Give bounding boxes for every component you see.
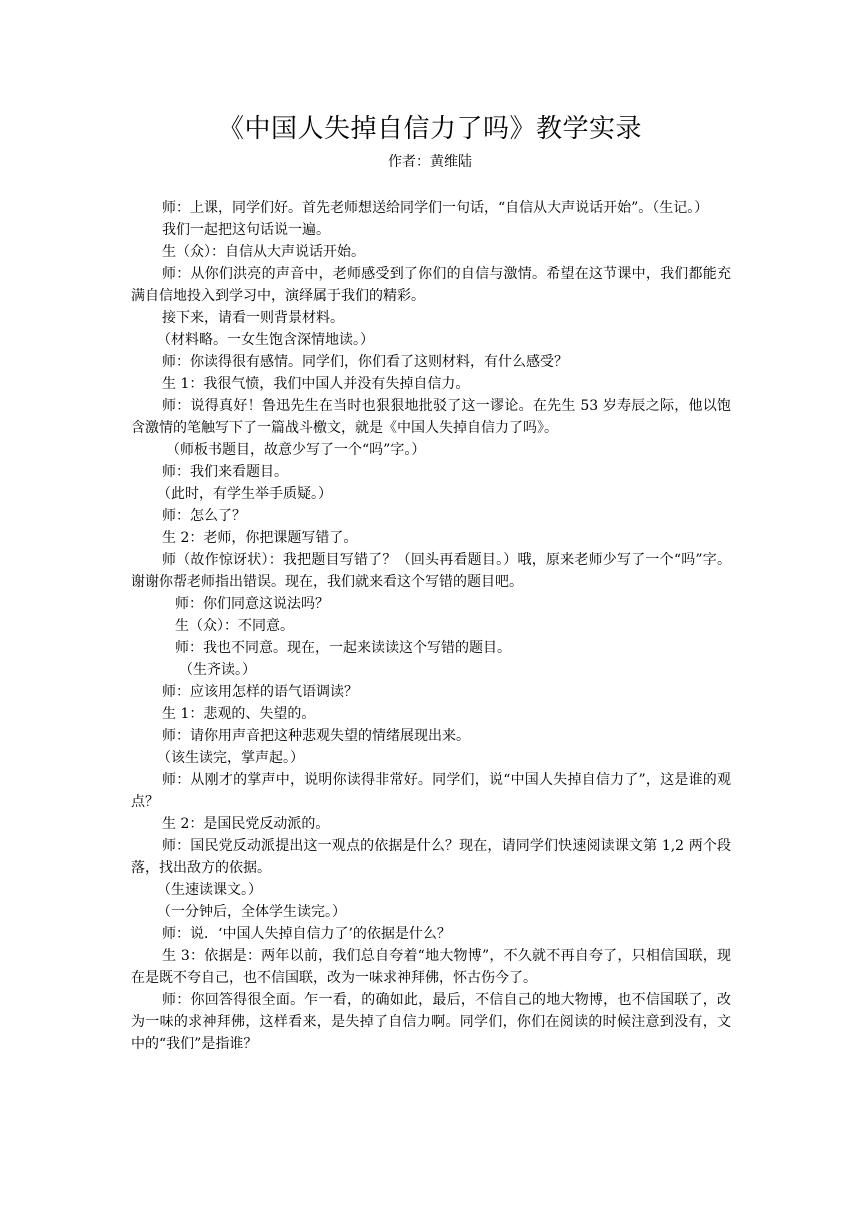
paragraph: 接下来，请看一则背景材料。: [162, 310, 344, 326]
document-body: [131, 197, 731, 1055]
paragraph: 师：国民党反动派提出这一观点的依据是什么？现在，请同学们快速阅读课文第 1,2 两个段落，找出敌方的依据。: [131, 838, 731, 876]
paragraph: （材料略。一女生饱含深情地读。）: [157, 332, 374, 348]
paragraph: 生 1：悲观的、失望的。: [162, 706, 316, 722]
paragraph: 师：上课，同学们好。首先老师想送给同学们一句话，“自信从大声说话开始”。（生记。）: [162, 200, 709, 216]
author-line: 作者：黄维陆: [388, 154, 472, 170]
paragraph: 师：从刚才的掌声中，说明你读得非常好。同学们，说“中国人失掉自信力了”，这是谁的观点？: [131, 772, 731, 810]
paragraph: （此时，有学生举手质疑。）: [157, 486, 332, 502]
paragraph: （生速读课文。）: [157, 882, 262, 898]
paragraph: 生 1：我很气愤，我们中国人并没有失掉自信力。: [162, 376, 470, 392]
paragraph: 师：怎么了？: [162, 508, 246, 524]
paragraph: （师板书题目，故意少写了一个“吗”字。）: [166, 442, 426, 458]
paragraph: 师：请你用声音把这种悲观失望的情绪展现出来。: [162, 728, 470, 744]
paragraph: 生（众）：自信从大声说话开始。: [162, 244, 365, 260]
paragraph: （一分钟后，全体学生读完。）: [157, 904, 346, 920]
paragraph: 生 2：老师，你把课题写错了。: [162, 530, 358, 546]
paragraph: 我们一起把这句话说一遍。: [162, 222, 330, 238]
paragraph: 生（众）：不同意。: [175, 618, 294, 634]
paragraph: 师（故作惊讶状）：我把题目写错了？（回头再看题目。）哦，原来老师少写了一个“吗”字。谢谢你帮老师指出错误。现在，我们就来看这个写错的题目吧。: [131, 552, 731, 590]
paragraph: 师：你们同意这说法吗？: [175, 596, 329, 612]
paragraph: 师：说．‘中国人失掉自信力了’的依据是什么？: [162, 926, 451, 942]
paragraph: 生 3：依据是：两年以前，我们总自夸着“地大物博”，不久就不再自夸了，只相信国联，现在是既不夸自己，也不信国联，改为一味求神拜佛，怀古伤今了。: [131, 948, 731, 986]
paragraph: 生 2：是国民党反动派的。: [162, 816, 330, 832]
paragraph: 师：你回答得很全面。乍一看，的确如此，最后，不信自己的地大物博，也不信国联了，改为一味的求神拜佛，这样看来，是失掉了自信力啊。同学们，你们在阅读的时候注意到没有，文中的“我们”是指谁？: [131, 992, 731, 1052]
paragraph: （该生读完，掌声起。）: [157, 750, 304, 766]
paragraph: 师：应该用怎样的语气语调读？: [162, 684, 358, 700]
paragraph: 师：你读得很有感情。同学们，你们看了这则材料，有什么感受？: [162, 354, 568, 370]
page-title: 《中国人失掉自信力了吗》教学实录: [217, 114, 642, 144]
paragraph: 师：从你们洪亮的声音中，老师感受到了你们的自信与激情。希望在这节课中，我们都能充满自信地投入到学习中，演绎属于我们的精彩。: [131, 266, 731, 304]
paragraph: 师：说得真好！鲁迅先生在当时也狠狠地批驳了这一谬论。在先生 53 岁寿辰之际，他以饱含激情的笔触写下了一篇战斗檄文，就是《中国人失掉自信力了吗》。: [131, 398, 731, 436]
paragraph: 师：我们来看题目。: [162, 464, 288, 480]
paragraph: （生齐读。）: [179, 662, 256, 678]
paragraph: 师：我也不同意。现在，一起来读读这个写错的题目。: [175, 640, 511, 656]
